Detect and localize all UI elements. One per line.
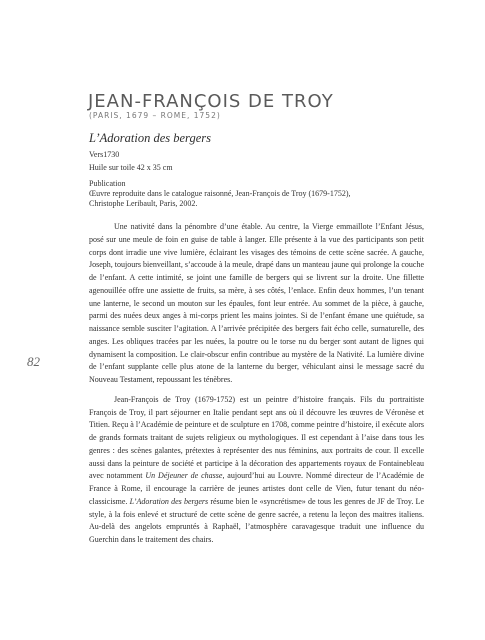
work-medium: Huile sur toile 42 x 35 cm	[89, 163, 173, 172]
bio-text-2: , aujourd’hui au Louvre. Nommé directeur de l’Académie de France à Rome, il encourage la carrière de jeunes artistes dont celle de Vien, futur tenant du néo-classicisme.	[89, 471, 424, 506]
artwork-reference-adoration: L’Adoration des bergers	[129, 496, 209, 506]
bio-text-3: résume bien le «syncrétisme» de tous les genres de JF de Troy. Le style, à la fois enlevé et structuré de cette scène de genre sacrée, a retenu la leçon des maitres italiens. Au-delà des angelots empruntés à Raphaël, l’atmosphère caravagesque traduit une influence du Guerchin dans le traitement des chairs.	[89, 496, 424, 544]
body-text	[89, 221, 424, 547]
work-title: L’Adoration des bergers	[89, 131, 211, 145]
publication-line-2: Christophe Leribault, Paris, 2002.	[89, 199, 198, 208]
paragraph-description: Une nativité dans la pénombre d’une étable. Au centre, la Vierge emmaillote l’Enfant Jésus, posé sur une meule de foin en guise de table à langer. Elle présente à la vue des participants son petit corps dont irradie une vive lumière, éclairant les visages des témoins de cette scène sacrée. A gauche, Joseph, toujours bienveillant, s’accoude à la meule, drapé dans un manteau jaune qui prolonge la couche de l’enfant. A cette intimité, se joint une famille de bergers qui se livrent sur la droite. Une fillette agenouillée offre une assiette de fruits, sa mère, à ses côtés, l’enlace. Enfin deux hommes, l’un tenant une lanterne, le second un mouton sur les épaules, font leur entrée. Au sommet de la pièce, à gauche, parmi des nuées deux anges à mi-corps prient les mains jointes. Si de l’enfant émane une quiétude, sa naissance semble susciter l’agitation. A l’arrivée précipitée des bergers fait écho celle, surnaturelle, des anges. Les obliques tracées par les nuées, la poutre ou le torse nu du berger sont autant de lignes qui dynamisent la composition. Le clair-obscur enfin contribue au mystère de la Nativité. La lumière divine de l’enfant supplante celle plus atone de la lanterne du berger, véhiculant ainsi le message sacré du Nouveau Testament, repoussant les ténèbres.	[89, 222, 424, 384]
page-number: 82	[27, 354, 40, 369]
artist-name: JEAN-FRANÇOIS DE TROY	[88, 91, 334, 112]
publication-line-1: Œuvre reproduite dans le catalogue raisonné, Jean-François de Troy (1679-1752),	[89, 189, 351, 198]
artist-dates: (PARIS, 1679 – ROME, 1752)	[89, 111, 221, 120]
publication-heading: Publication	[89, 179, 126, 188]
bio-text-1: Jean-François de Troy (1679-1752) est un peintre d’histoire français. Fils du portraitiste François de Troy, il part séjourner en Italie pendant sept ans où il découvre les œuvres de Véronèse et Titien. Reçu à l’Académie de peinture et de sculpture en 1708, comme peintre d’histoire, il exécute alors de grands formats traitant de sujets religieux ou mythologiques. Il est cependant à l’aise dans tous les genres : des scènes galantes, prétextes à représenter des nus féminins, aux portraits de cour. Il excelle aussi dans la peinture de société et participe à la décoration des appartements royaux de Fontainebleau avec notamment	[89, 394, 424, 481]
work-date: Vers1730	[89, 150, 120, 159]
paragraph-biography	[89, 394, 424, 547]
artwork-reference-dejeuner: Un Déjeuner de chasse	[145, 471, 223, 481]
